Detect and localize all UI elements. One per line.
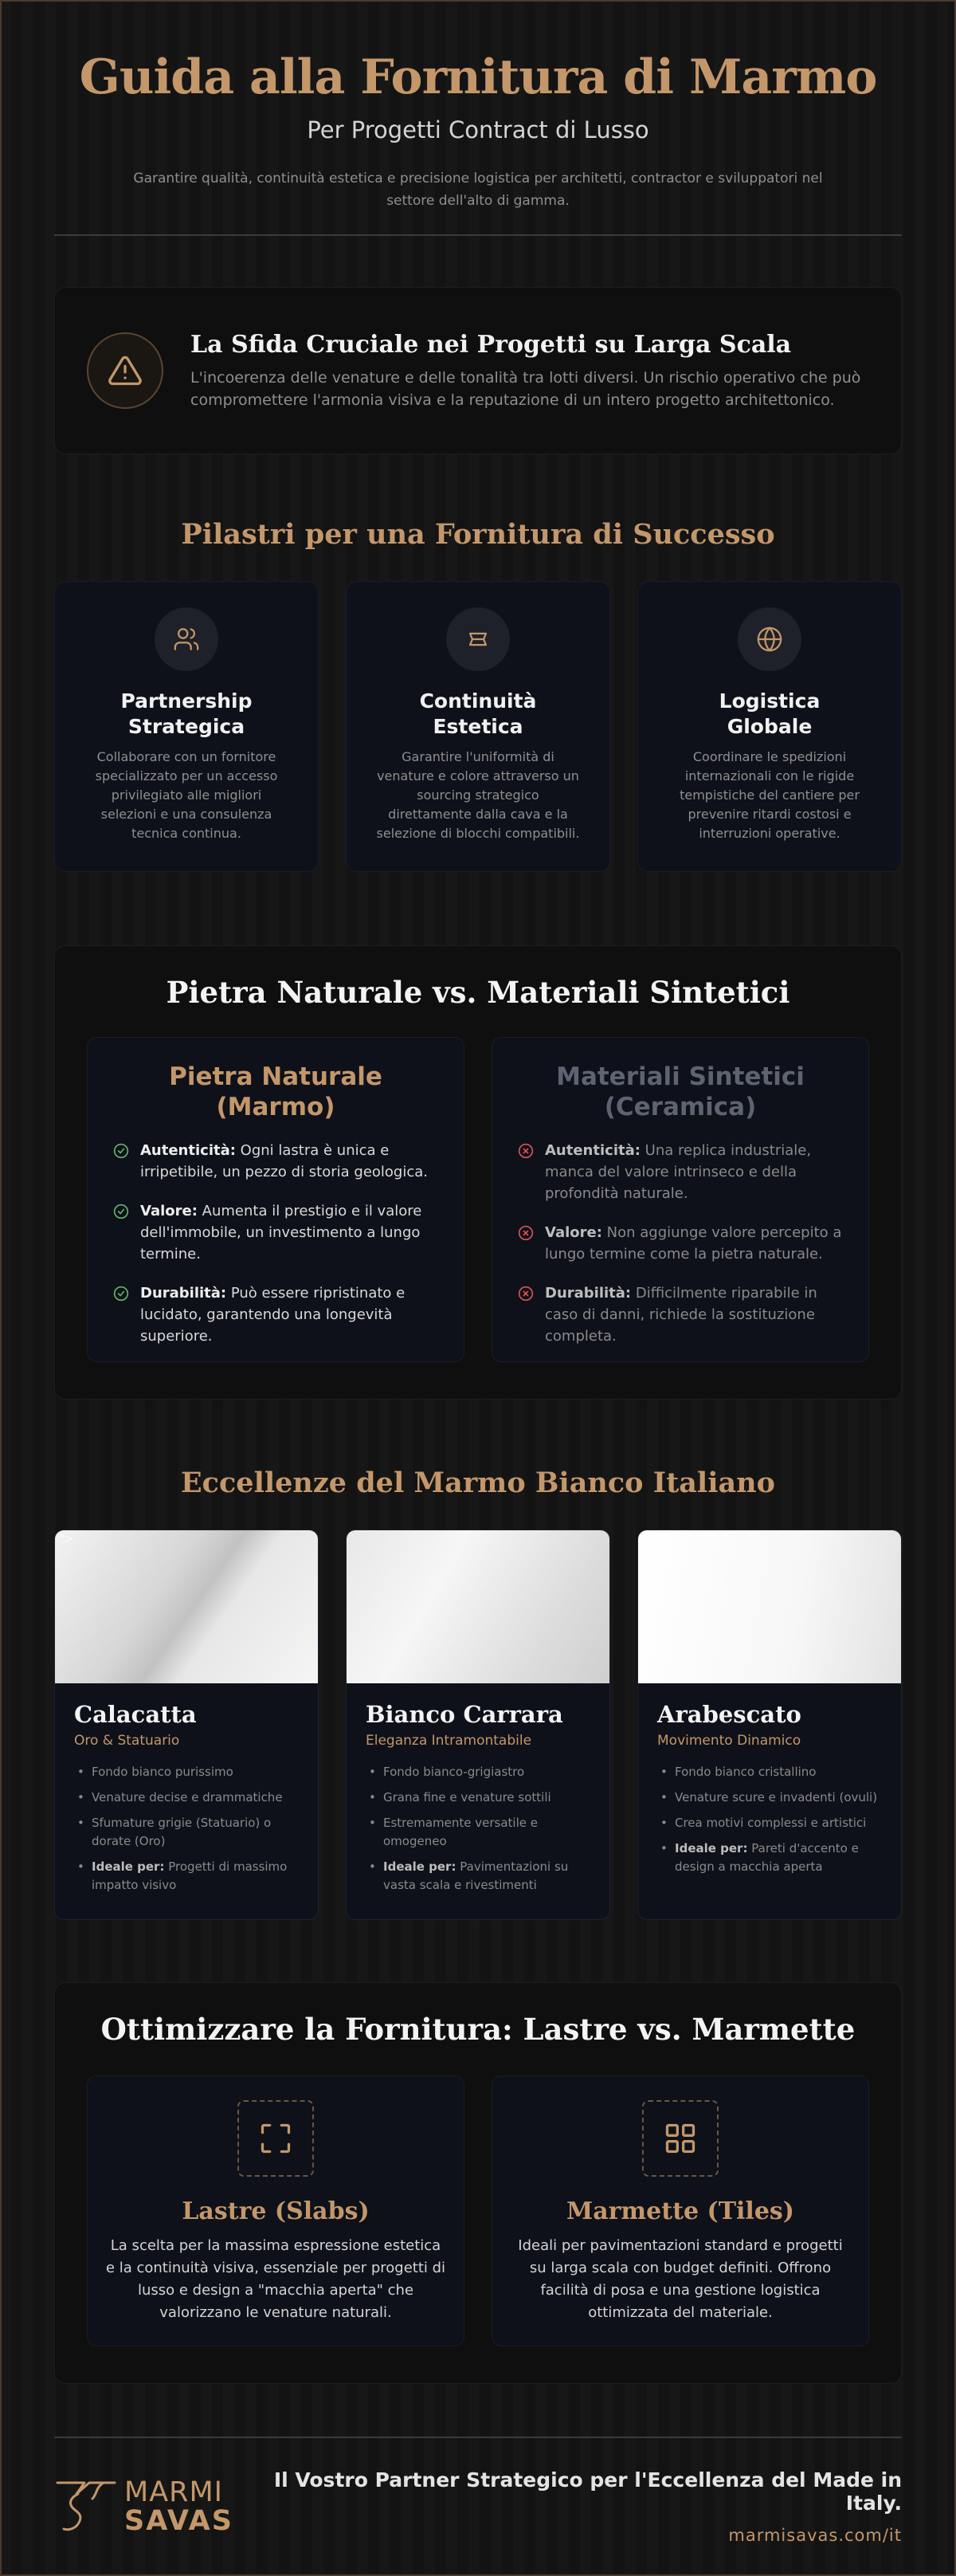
marble-tag: Eleganza Intramontabile bbox=[366, 1733, 532, 1749]
pillar-description: Collaborare con un fornitore specializzato per un accesso privilegiato alle migliori selezioni e una consulenza tecnica continua. bbox=[95, 749, 278, 841]
marble-features bbox=[657, 1763, 882, 1876]
marble-name: Calacatta bbox=[74, 1701, 197, 1728]
list-item: • Estremamente versatile e omogeneo bbox=[366, 1814, 590, 1851]
grid-tiles-icon bbox=[642, 2100, 719, 2177]
marble-name: Arabescato bbox=[657, 1701, 801, 1728]
marble-name: Bianco Carrara bbox=[366, 1701, 563, 1728]
marble-features bbox=[366, 1763, 590, 1895]
point-label: Valore: bbox=[140, 1203, 198, 1219]
point-label: Durabilità: bbox=[545, 1285, 632, 1302]
marble-card bbox=[637, 1530, 902, 1920]
point-text: Una replica industriale, manca del valore intrinseco e della profondità naturale. bbox=[545, 1142, 812, 1202]
marble-image bbox=[55, 1530, 318, 1683]
point-label: Durabilità: bbox=[140, 1285, 227, 1302]
list-item bbox=[74, 1858, 299, 1895]
supply-card bbox=[87, 2075, 464, 2346]
globe-icon bbox=[738, 607, 801, 671]
list-item: • Venature scure e invadenti (ovuli) bbox=[657, 1789, 882, 1807]
point-text: Difficilmente riparabile in caso di danni, richiede la sostituzione completa. bbox=[545, 1285, 817, 1345]
pillars-list bbox=[54, 581, 902, 872]
footer-info bbox=[233, 2468, 902, 2545]
marble-image bbox=[638, 1530, 901, 1683]
challenge-text bbox=[190, 331, 869, 411]
pillar-title: Partnership Strategica bbox=[120, 689, 253, 738]
supply-columns bbox=[87, 2075, 869, 2346]
natural-point bbox=[113, 1200, 438, 1265]
natural-stone-column bbox=[87, 1037, 464, 1362]
natural-point bbox=[113, 1282, 438, 1347]
ideal-label: Ideale per: bbox=[92, 1859, 165, 1874]
pillars-title: Pilastri per una Fornitura di Successo bbox=[181, 518, 775, 551]
challenge-title: La Sfida Cruciale nei Progetti su Larga Scala bbox=[190, 330, 792, 359]
marble-tag: Movimento Dinamico bbox=[657, 1733, 801, 1749]
supply-section bbox=[54, 1982, 902, 2384]
footer bbox=[54, 2468, 902, 2545]
point-text: Non aggiunge valore percepito a lungo termine come la pietra naturale. bbox=[545, 1224, 842, 1262]
pillar-card bbox=[637, 581, 902, 872]
x-circle-icon bbox=[518, 1222, 545, 1265]
intro-text: Garantire qualità, continuità estetica e precisione logistica per architetti, contractor e sviluppatori nel settore dell'alto di gamma. bbox=[133, 171, 823, 209]
challenge-card bbox=[54, 287, 902, 454]
supply-title: Ottimizzare la Fornitura: Lastre vs. Marmette bbox=[100, 2012, 856, 2047]
website-link[interactable]: marmisavas.com/it bbox=[728, 2526, 902, 2545]
list-item: • Sfumature grigie (Statuario) o dorate (Oro) bbox=[74, 1814, 299, 1851]
pillar-title: Logistica Globale bbox=[719, 689, 821, 738]
natural-stone-title: Pietra Naturale (Marmo) bbox=[169, 1062, 382, 1121]
x-circle-icon bbox=[518, 1140, 545, 1204]
page-subtitle: Per Progetti Contract di Lusso bbox=[307, 116, 649, 143]
header-divider bbox=[54, 234, 902, 236]
check-circle-icon bbox=[113, 1282, 140, 1347]
point-text: Può essere ripristinato e lucidato, garantendo una longevità superiore. bbox=[140, 1285, 406, 1345]
logo-text-bottom: SAVAS bbox=[124, 2505, 233, 2537]
marble-card bbox=[346, 1530, 610, 1920]
point-text: Aumenta il prestigio e il valore dell'immobile, un investimento a lungo termine. bbox=[140, 1203, 422, 1262]
comparison-title: Pietra Naturale vs. Materiali Sintetici bbox=[166, 975, 790, 1010]
synthetic-column bbox=[492, 1037, 869, 1362]
marble-image bbox=[347, 1530, 609, 1683]
challenge-description: L'incoerenza delle venature e delle tonalità tra lotti diversi. Un rischio operativo che può compromettere l'armonia visiva e la reputazione di un intero progetto architettonico. bbox=[190, 368, 861, 409]
pillar-card bbox=[54, 581, 319, 872]
pillar-title: Continuità Estetica bbox=[419, 689, 537, 738]
users-icon bbox=[155, 607, 218, 671]
supply-card-title: Marmette (Tiles) bbox=[566, 2197, 794, 2225]
brand-logo bbox=[54, 2478, 233, 2535]
synthetic-point bbox=[518, 1222, 843, 1265]
synthetic-point bbox=[518, 1140, 843, 1204]
marbles-title: Eccellenze del Marmo Bianco Italiano bbox=[181, 1467, 775, 1499]
list-item: • Venature decise e drammatiche bbox=[74, 1789, 299, 1807]
list-item: • Grana fine e venature sottili bbox=[366, 1789, 590, 1807]
supply-card bbox=[492, 2075, 869, 2346]
point-label: Valore: bbox=[545, 1224, 602, 1241]
check-circle-icon bbox=[113, 1200, 140, 1265]
slab-icon bbox=[446, 607, 510, 671]
expand-frame-icon bbox=[237, 2100, 314, 2177]
pillar-card bbox=[346, 581, 610, 872]
point-label: Autenticità: bbox=[140, 1142, 236, 1159]
synthetic-point bbox=[518, 1282, 843, 1347]
comparison-section bbox=[54, 945, 902, 1400]
point-text: Ogni lastra è unica e irripetibile, un pezzo di storia geologica. bbox=[140, 1142, 429, 1180]
footer-tagline: Il Vostro Partner Strategico per l'Eccellenza del Made in Italy. bbox=[273, 2468, 902, 2515]
marble-card bbox=[54, 1530, 319, 1920]
point-label: Autenticità: bbox=[545, 1142, 641, 1159]
list-item bbox=[366, 1858, 590, 1895]
x-circle-icon bbox=[518, 1282, 545, 1347]
ideal-text: Progetti di massimo impatto visivo bbox=[92, 1859, 288, 1892]
ideal-text: Pareti d'accento e design a macchia aperta bbox=[675, 1841, 859, 1874]
marbles-list bbox=[54, 1530, 902, 1920]
list-item: • Fondo bianco purissimo bbox=[74, 1763, 299, 1781]
logo-text-top: MARMI bbox=[124, 2476, 223, 2508]
ideal-text: Pavimentazioni su vasta scala e rivestimenti bbox=[383, 1859, 569, 1892]
image-glyph: "> bbox=[60, 1533, 73, 1545]
supply-card-description: Ideali per pavimentazioni standard e progetti su larga scala con budget definiti. Offrono facilità di posa e una gestione logistica ottimizzata del materiale. bbox=[518, 2237, 843, 2321]
header bbox=[54, 2, 902, 212]
pillar-description: Garantire l'uniformità di venature e colore attraverso un sourcing strategico direttamente dalla cava e la selezione di blocchi compatibili. bbox=[376, 749, 580, 841]
check-circle-icon bbox=[113, 1140, 140, 1183]
logo-mark-icon bbox=[54, 2478, 118, 2535]
marble-tag: Oro & Statuario bbox=[74, 1733, 180, 1749]
list-item: • Fondo bianco-grigiastro bbox=[366, 1763, 590, 1781]
pillar-description: Coordinare le spedizioni internazionali con le rigide tempistiche del cantiere per prevenire ritardi costosi e interruzioni operative. bbox=[680, 749, 860, 841]
comparison-columns bbox=[87, 1037, 869, 1362]
natural-point bbox=[113, 1140, 438, 1183]
footer-divider bbox=[54, 2437, 902, 2438]
list-item: • Crea motivi complessi e artistici bbox=[657, 1814, 882, 1832]
synthetic-title: Materiali Sintetici (Ceramica) bbox=[556, 1062, 805, 1121]
supply-card-description: La scelta per la massima espressione estetica e la continuità visiva, essenziale per progetti di lusso e design a "macchia aperta" che valorizzano le venature naturali. bbox=[105, 2237, 446, 2321]
ideal-label: Ideale per: bbox=[675, 1841, 748, 1855]
ideal-label: Ideale per: bbox=[383, 1859, 456, 1874]
marble-features bbox=[74, 1763, 299, 1895]
warning-triangle-icon bbox=[87, 332, 163, 409]
page-title: Guida alla Fornitura di Marmo bbox=[79, 49, 877, 105]
list-item bbox=[657, 1840, 882, 1876]
list-item: • Fondo bianco cristallino bbox=[657, 1763, 882, 1781]
supply-card-title: Lastre (Slabs) bbox=[182, 2197, 370, 2225]
